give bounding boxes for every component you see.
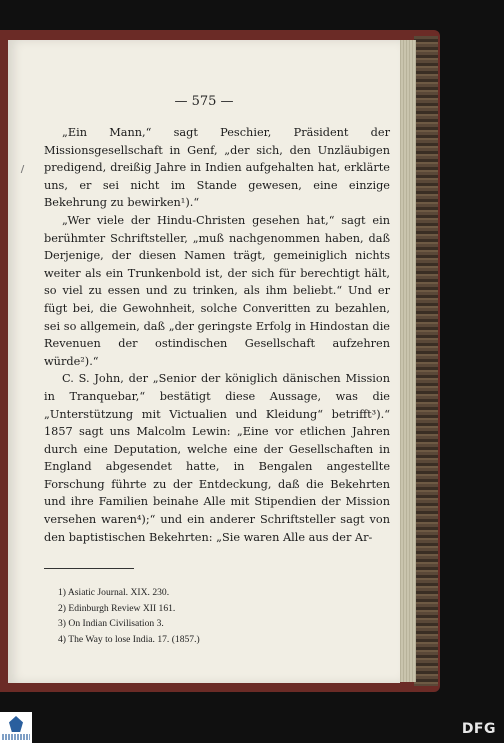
footnote-3: 3) On Indian Civilisation 3. — [58, 618, 164, 630]
paragraph-2: „Wer viele der Hindu-Christen gesehen hat,“ sagt ein berühmter Schriftsteller, „muß nachgenommen haben, daß Derjenige, der diesen Namen trägt, gemeiniglich nichts weiter als ein Trunkenbold ist, der sich für berechtigt hält, so viel zu essen und zu trinken, als ihm beliebt.“ Und er fügt bei, die Gewohnheit, solche Converitten zu bezahlen, sei so allgemein, daß „der geringste Erfolg in Hindostan die Revenuen der ostindischen Gesellschaft aufzehren würde²).“ — [44, 213, 390, 368]
footnote-2: 2) Edinburgh Review XII 161. — [58, 602, 176, 614]
book-page — [8, 40, 400, 683]
footnote-4: 4) The Way to lose India. 17. (1857.) — [58, 633, 200, 645]
page-number: — 575 — — [174, 94, 234, 109]
book-spine-edge — [414, 36, 438, 686]
margin-mark — [21, 165, 31, 173]
footnotes — [58, 585, 378, 647]
page-body — [44, 124, 390, 546]
dfg-logo: DFG — [461, 721, 496, 737]
paragraph-3: C. S. John, der „Senior der königlich dänischen Mission in Tranquebar,“ bestätigt diese Aussage, was die „Unterstützung mit Victualien und Kleidung“ betrifft³).“ 1857 sagt uns Malcolm Lewin: „Eine vor etlichen Jahren durch eine Deputation, welche eine der Gesellschaften in England abgesendet hatte, in Bengalen angestellte Forschung führte zu der Entdeckung, daß die Bekehrten und ihre Familien beinahe Alle mit Stipendien der Mission versehen waren⁴);“ und ein anderer Schriftsteller sagt von den baptistischen Bekehrten: „Sie waren Alle aus der Ar- — [44, 372, 390, 544]
footnote-rule — [44, 568, 134, 569]
library-logo-icon — [0, 712, 32, 743]
page-stack-edge — [398, 40, 416, 682]
crest-icon — [9, 716, 23, 732]
paragraph-1: „Ein Mann,“ sagt Peschier, Präsident der Missionsgesellschaft in Genf, „der sich, den Unzläubigen predigend, dreißig Jahre in Indien aufgehalten hat, erklärte uns, er sei nicht im Stande gewesen, eine einzige Bekehrung zu bewirken¹).“ — [44, 126, 390, 210]
footnote-1: 1) Asiatic Journal. XIX. 230. — [58, 587, 170, 598]
logo-caption — [2, 734, 30, 740]
